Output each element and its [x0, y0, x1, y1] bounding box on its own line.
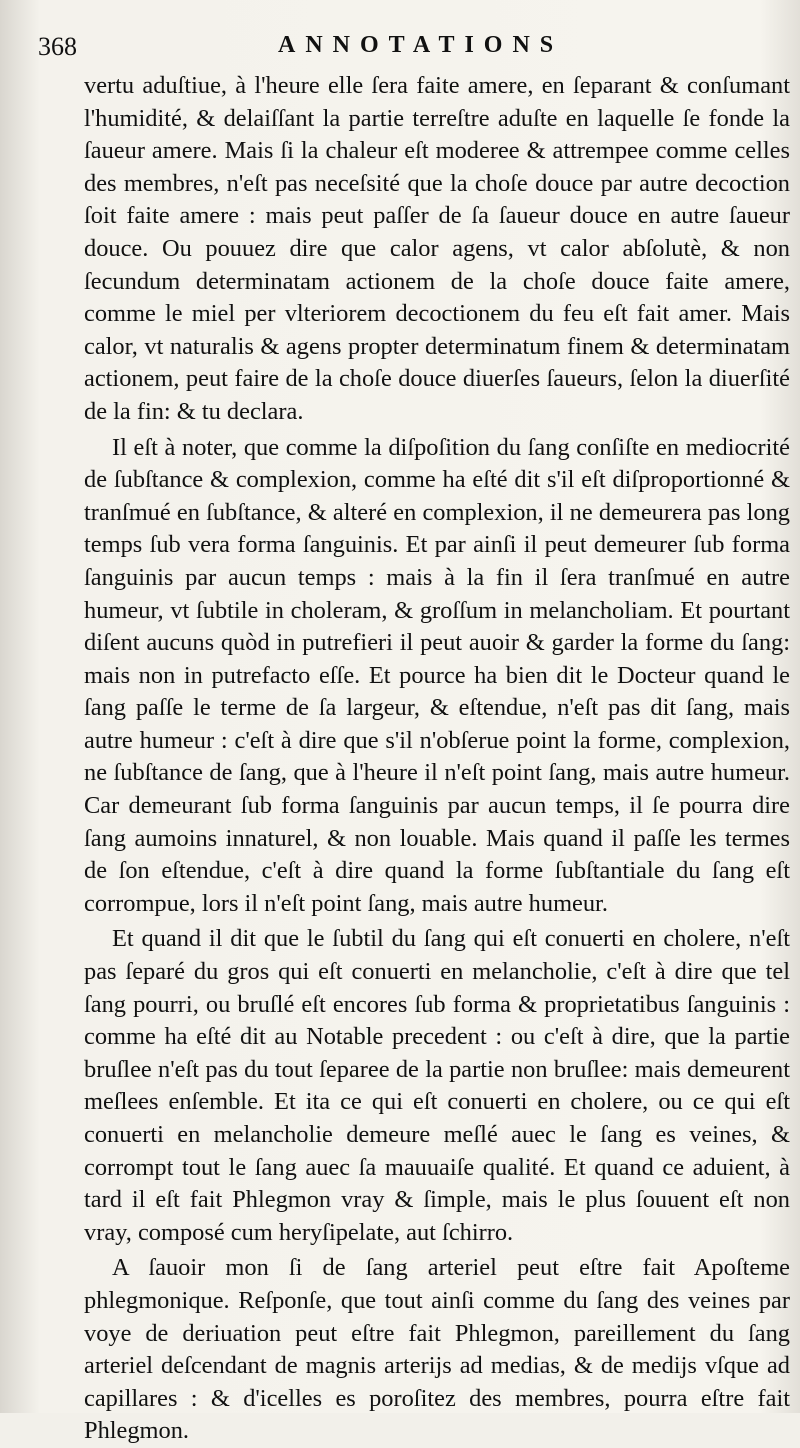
paragraph: Il eſt à noter, que comme la diſpoſition du ſang conſiſte en mediocrité de ſubſtance & complexion, comme ha eſté dit s'il eſt diſproportionné & tranſmué en ſubſtance, & alteré en complexion, il ne demeurera pas long temps ſub vera forma ſanguinis. Et par ainſi il peut demeurer ſub forma ſanguinis par aucun temps : mais à la fin il ſera tranſmué en autre humeur, vt ſubtile in choleram, & groſſum in melancholiam. Et pourtant diſent aucuns quòd in putrefieri il peut auoir & garder la forme du ſang: mais non in putrefacto eſſe. Et pource ha bien dit le Docteur quand le ſang paſſe le terme de ſa largeur, & eſtendue, n'eſt pas dit ſang, mais autre humeur : c'eſt à dire que s'il n'obſerue point la forme, complexion, ne ſubſtance de ſang, que à l'heure il n'eſt point ſang, mais autre humeur. Car demeurant ſub forma ſanguinis par aucun temps, il ſe pourra dire ſang aumoins innaturel, & non louable. Mais quand il paſſe les termes de ſon eſtendue, c'eſt à dire quand la forme ſubſtantiale du ſang eſt corrompue, lors il n'eſt point ſang, mais autre humeur.: [84, 433, 790, 917]
page-header: [38, 30, 760, 70]
page-number: 368: [38, 32, 77, 61]
running-title: ANNOTATIONS: [278, 32, 564, 58]
body-text: [84, 70, 790, 1448]
paragraph: Et quand il dit que le ſubtil du ſang qui eſt conuerti en cholere, n'eſt pas ſeparé du gros qui eſt conuerti en melancholie, c'eſt à dire que tel ſang pourri, ou bruſlé eſt encores ſub forma & proprietatibus ſanguinis : comme ha eſté dit au Notable precedent : ou c'eſt à dire, que la partie bruſlee n'eſt pas du tout ſeparee de la partie non bruſlee: mais demeurent meſlees enſemble. Et ita ce qui eſt conuerti en cholere, ou ce qui eſt conuerti en melancholie demeure meſlé auec le ſang es veines, & corrompt tout le ſang auec ſa mauuaiſe qualité. Et quand ce aduient, à tard il eſt fait Phlegmon vray & ſimple, mais le plus ſouuent eſt non vray, composé cum heryſipelate, aut ſchirro.: [84, 925, 790, 1246]
paragraph-continuation: vertu aduſtiue, à l'heure elle ſera faite amere, en ſeparant & conſumant l'humidité, & delaiſſant la partie terreſtre aduſte en laquelle ſe fonde la ſaueur amere. Mais ſi la chaleur eſt moderee & attrempee comme celles des membres, n'eſt pas neceſsité que la choſe douce par autre decoction ſoit faite amere : mais peut paſſer de ſa ſaueur douce en autre ſaueur douce. Ou pouuez dire que calor agens, vt calor abſolutè, & non ſecundum determinatam actionem de la choſe douce faite amere, comme le miel per vlteriorem decoctionem du feu eſt fait amer. Mais calor, vt naturalis & agens propter determinatum finem & determinatam actionem, peut faire de la choſe douce diuerſes ſaueurs, ſelon la diuerſité de la fin: & tu declara.: [84, 72, 790, 425]
paragraph: A ſauoir mon ſi de ſang arteriel peut eſtre fait Apoſteme phlegmonique. Reſponſe, que tout ainſi comme du ſang des veines par voye de deriuation peut eſtre fait Phlegmon, pareillement du ſang arteriel deſcendant de magnis arterijs ad medias, & de medijs vſque ad capillares : & d'icelles es poroſitez des membres, pourra eſtre fait Phlegmon.: [84, 1254, 790, 1445]
